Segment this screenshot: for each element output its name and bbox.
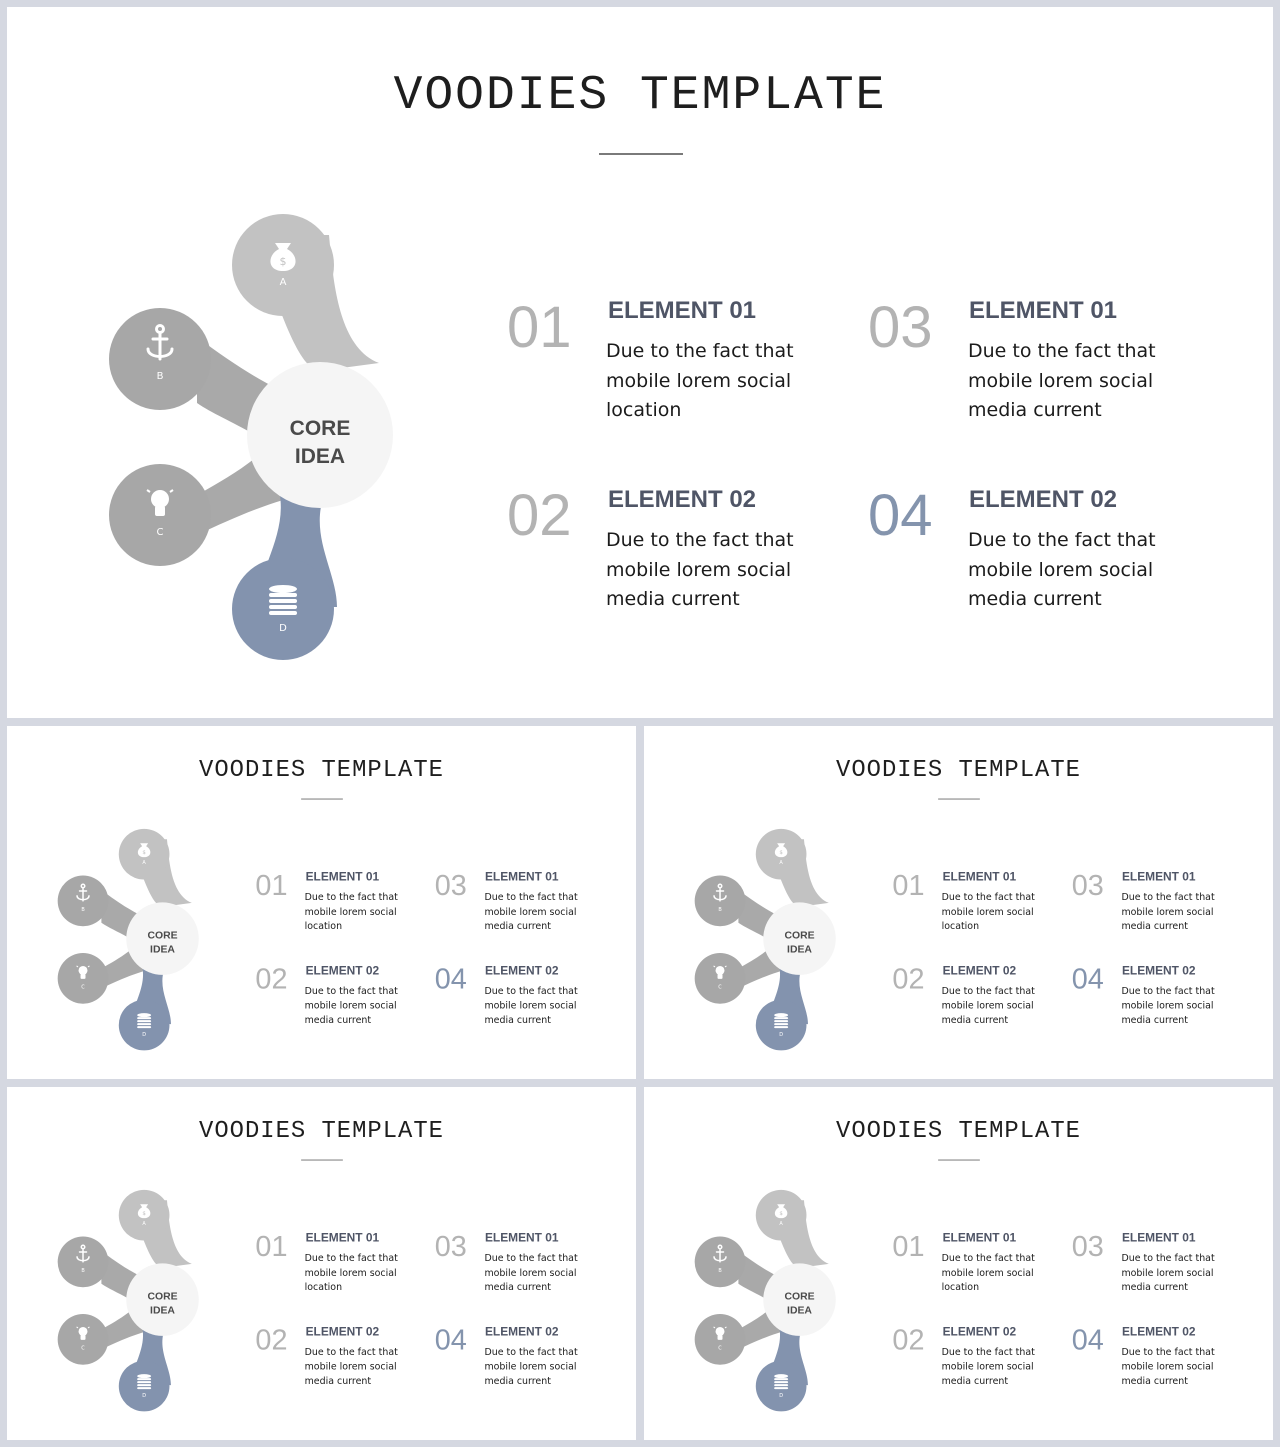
slide-title: VOODIES TEMPLATE bbox=[199, 1117, 444, 1145]
element-description bbox=[1121, 1251, 1220, 1295]
element-title: ELEMENT 01 bbox=[969, 297, 1118, 324]
element-title: ELEMENT 02 bbox=[305, 1324, 380, 1339]
element-title: ELEMENT 02 bbox=[969, 486, 1118, 513]
petal-d-letter: D bbox=[779, 1032, 784, 1039]
element-number: 04 bbox=[868, 483, 933, 548]
description-line: media current bbox=[1121, 1375, 1188, 1387]
slide-content bbox=[7, 726, 636, 1079]
core-label-line1: CORE bbox=[784, 930, 815, 942]
description-line: media current bbox=[941, 1375, 1009, 1387]
element-title: ELEMENT 01 bbox=[1121, 1231, 1196, 1245]
svg-text:$: $ bbox=[279, 255, 287, 268]
petal-a-letter: A bbox=[779, 860, 783, 867]
slide-thumbnail-2[interactable] bbox=[644, 726, 1273, 1079]
core-label-line2: IDEA bbox=[294, 445, 346, 468]
element-title: ELEMENT 01 bbox=[942, 870, 1017, 884]
element-description bbox=[968, 526, 1168, 615]
element-title: ELEMENT 01 bbox=[608, 297, 757, 324]
slide-content bbox=[644, 1087, 1273, 1440]
description-line: Due to the fact that bbox=[606, 340, 794, 362]
description-line: mobile lorem social bbox=[1121, 906, 1214, 918]
description-line: Due to the fact that bbox=[1121, 985, 1215, 997]
petal-c-letter: C bbox=[156, 527, 164, 538]
element-number: 03 bbox=[1071, 1230, 1104, 1263]
element-title: ELEMENT 02 bbox=[484, 963, 559, 978]
element-number: 03 bbox=[434, 1230, 467, 1263]
slide-main[interactable] bbox=[7, 7, 1273, 718]
description-line: Due to the fact that bbox=[484, 891, 578, 903]
element-number: 02 bbox=[507, 483, 572, 548]
slide-title: VOODIES TEMPLATE bbox=[199, 756, 444, 784]
description-line: media current bbox=[1121, 1014, 1188, 1026]
description-line: location bbox=[941, 920, 980, 932]
element-number: 01 bbox=[892, 1230, 925, 1263]
element-number: 02 bbox=[892, 1323, 925, 1356]
petal-d-letter: D bbox=[779, 1393, 784, 1400]
title-divider bbox=[301, 1160, 343, 1161]
svg-text:$: $ bbox=[142, 1211, 146, 1218]
core-idea-diagram bbox=[7, 7, 427, 718]
element-number: 04 bbox=[1071, 1323, 1104, 1356]
element-title: ELEMENT 02 bbox=[608, 486, 757, 513]
title-divider bbox=[599, 153, 683, 155]
element-title: ELEMENT 02 bbox=[1121, 1324, 1196, 1339]
petal-b-letter: B bbox=[718, 906, 722, 913]
element-description bbox=[942, 890, 1041, 934]
description-line: mobile lorem social bbox=[941, 1000, 1034, 1011]
petal-c-letter: C bbox=[81, 1345, 85, 1352]
core-idea-diagram bbox=[7, 726, 216, 1079]
element-number: 03 bbox=[434, 869, 467, 902]
element-title: ELEMENT 01 bbox=[305, 1231, 380, 1245]
core-label-line1: CORE bbox=[147, 930, 178, 942]
description-line: mobile lorem social bbox=[304, 1267, 397, 1279]
slide-thumbnail-4[interactable] bbox=[644, 1087, 1273, 1440]
petal-b-letter: B bbox=[718, 1267, 722, 1274]
element-number: 02 bbox=[255, 1323, 288, 1356]
description-line: mobile lorem social bbox=[484, 1000, 577, 1011]
petal-a-letter: A bbox=[779, 1221, 783, 1228]
description-line: media current bbox=[606, 588, 740, 610]
description-line: mobile lorem social bbox=[1121, 1000, 1214, 1011]
petal-a-letter: A bbox=[279, 277, 287, 288]
description-line: mobile lorem social bbox=[484, 1361, 577, 1372]
description-line: Due to the fact that bbox=[968, 340, 1156, 362]
core-label-line1: CORE bbox=[147, 1291, 178, 1303]
element-title: ELEMENT 02 bbox=[942, 963, 1017, 978]
description-line: mobile lorem social bbox=[484, 1267, 577, 1279]
description-line: Due to the fact that bbox=[941, 1252, 1035, 1264]
petal-a-letter: A bbox=[142, 1221, 146, 1228]
description-line: mobile lorem social bbox=[606, 369, 792, 392]
description-line: Due to the fact that bbox=[304, 891, 398, 903]
description-line: Due to the fact that bbox=[941, 891, 1035, 903]
element-description bbox=[1121, 1345, 1220, 1389]
element-description bbox=[484, 984, 583, 1028]
element-description bbox=[1121, 984, 1220, 1028]
title-divider bbox=[301, 799, 343, 800]
description-line: mobile lorem social bbox=[304, 906, 397, 918]
element-description bbox=[305, 890, 404, 934]
description-line: Due to the fact that bbox=[941, 1346, 1035, 1358]
element-description bbox=[968, 337, 1168, 426]
description-line: media current bbox=[1121, 920, 1188, 932]
title-divider bbox=[938, 799, 980, 800]
core-idea-diagram bbox=[644, 726, 853, 1079]
element-description bbox=[484, 890, 583, 934]
description-line: mobile lorem social bbox=[941, 1361, 1034, 1372]
description-line: media current bbox=[484, 1375, 551, 1387]
element-description bbox=[942, 1345, 1041, 1389]
description-line: media current bbox=[1121, 1281, 1188, 1293]
core-label-line1: CORE bbox=[784, 1291, 815, 1303]
description-line: location bbox=[941, 1281, 980, 1293]
slide-title: VOODIES TEMPLATE bbox=[393, 69, 887, 123]
description-line: Due to the fact that bbox=[1121, 1346, 1215, 1358]
element-description bbox=[942, 984, 1041, 1028]
description-line: Due to the fact that bbox=[484, 1252, 578, 1264]
element-number: 03 bbox=[1071, 869, 1104, 902]
description-line: mobile lorem social bbox=[1121, 1267, 1214, 1279]
description-line: Due to the fact that bbox=[304, 985, 398, 997]
element-title: ELEMENT 02 bbox=[1121, 963, 1196, 978]
petal-c-letter: C bbox=[718, 1345, 722, 1352]
description-line: mobile lorem social bbox=[968, 558, 1154, 581]
slide-thumbnail-3[interactable] bbox=[7, 1087, 636, 1440]
description-line: mobile lorem social bbox=[1121, 1361, 1214, 1372]
slide-thumbnail-1[interactable] bbox=[7, 726, 636, 1079]
description-line: location bbox=[606, 399, 682, 421]
description-line: mobile lorem social bbox=[606, 558, 792, 581]
element-description bbox=[484, 1251, 583, 1295]
svg-text:$: $ bbox=[142, 850, 146, 857]
description-line: Due to the fact that bbox=[484, 1346, 578, 1358]
description-line: location bbox=[304, 1281, 343, 1293]
description-line: Due to the fact that bbox=[941, 985, 1035, 997]
description-line: media current bbox=[304, 1014, 372, 1026]
description-line: mobile lorem social bbox=[304, 1000, 397, 1011]
slide-content bbox=[7, 1087, 636, 1440]
description-line: media current bbox=[941, 1014, 1009, 1026]
core-label-line2: IDEA bbox=[150, 944, 175, 956]
element-number: 04 bbox=[434, 1323, 467, 1356]
core-label-line2: IDEA bbox=[150, 1305, 175, 1317]
description-line: Due to the fact that bbox=[606, 529, 794, 551]
slide-content bbox=[644, 726, 1273, 1079]
description-line: media current bbox=[304, 1375, 372, 1387]
element-description bbox=[305, 984, 404, 1028]
title-divider bbox=[938, 1160, 980, 1161]
element-number: 03 bbox=[868, 295, 933, 360]
petal-d-letter: D bbox=[279, 623, 287, 634]
slide-title: VOODIES TEMPLATE bbox=[836, 756, 1081, 784]
element-number: 01 bbox=[255, 869, 288, 902]
element-number: 04 bbox=[434, 962, 467, 995]
element-title: ELEMENT 01 bbox=[305, 870, 380, 884]
element-description bbox=[942, 1251, 1041, 1295]
element-number: 01 bbox=[892, 869, 925, 902]
element-title: ELEMENT 01 bbox=[484, 1231, 559, 1245]
element-description bbox=[606, 526, 806, 615]
description-line: media current bbox=[484, 1281, 551, 1293]
svg-text:$: $ bbox=[779, 850, 783, 857]
element-title: ELEMENT 02 bbox=[305, 963, 380, 978]
description-line: mobile lorem social bbox=[941, 1267, 1034, 1279]
element-title: ELEMENT 01 bbox=[484, 870, 559, 884]
petal-b-letter: B bbox=[156, 371, 164, 382]
element-number: 04 bbox=[1071, 962, 1104, 995]
description-line: mobile lorem social bbox=[941, 906, 1034, 918]
petal-b-letter: B bbox=[81, 906, 85, 913]
core-label-line2: IDEA bbox=[787, 1305, 812, 1317]
description-line: Due to the fact that bbox=[304, 1252, 398, 1264]
description-line: Due to the fact that bbox=[968, 529, 1156, 551]
description-line: media current bbox=[968, 399, 1102, 421]
element-number: 01 bbox=[255, 1230, 288, 1263]
element-number: 02 bbox=[255, 962, 288, 995]
description-line: media current bbox=[484, 920, 551, 932]
element-title: ELEMENT 02 bbox=[484, 1324, 559, 1339]
element-title: ELEMENT 01 bbox=[1121, 870, 1196, 884]
core-idea-diagram bbox=[7, 1087, 216, 1440]
description-line: mobile lorem social bbox=[304, 1361, 397, 1372]
element-number: 02 bbox=[892, 962, 925, 995]
element-description bbox=[484, 1345, 583, 1389]
element-description bbox=[606, 337, 806, 426]
description-line: media current bbox=[968, 588, 1102, 610]
core-label-line2: IDEA bbox=[787, 944, 812, 956]
element-title: ELEMENT 01 bbox=[942, 1231, 1017, 1245]
element-description bbox=[305, 1345, 404, 1389]
svg-text:$: $ bbox=[779, 1211, 783, 1218]
element-title: ELEMENT 02 bbox=[942, 1324, 1017, 1339]
petal-a-letter: A bbox=[142, 860, 146, 867]
petal-b-letter: B bbox=[81, 1267, 85, 1274]
slide-content bbox=[7, 7, 1273, 718]
slide-title: VOODIES TEMPLATE bbox=[836, 1117, 1081, 1145]
description-line: location bbox=[304, 920, 343, 932]
description-line: Due to the fact that bbox=[1121, 891, 1215, 903]
petal-c-letter: C bbox=[718, 984, 722, 991]
element-description bbox=[1121, 890, 1220, 934]
description-line: Due to the fact that bbox=[1121, 1252, 1215, 1264]
core-idea-diagram bbox=[644, 1087, 853, 1440]
petal-d-letter: D bbox=[142, 1032, 147, 1039]
description-line: Due to the fact that bbox=[484, 985, 578, 997]
description-line: mobile lorem social bbox=[484, 906, 577, 918]
element-description bbox=[305, 1251, 404, 1295]
core-label-line1: CORE bbox=[289, 417, 351, 440]
element-number: 01 bbox=[507, 295, 572, 360]
description-line: mobile lorem social bbox=[968, 369, 1154, 392]
petal-c-letter: C bbox=[81, 984, 85, 991]
petal-d-letter: D bbox=[142, 1393, 147, 1400]
description-line: media current bbox=[484, 1014, 551, 1026]
description-line: Due to the fact that bbox=[304, 1346, 398, 1358]
